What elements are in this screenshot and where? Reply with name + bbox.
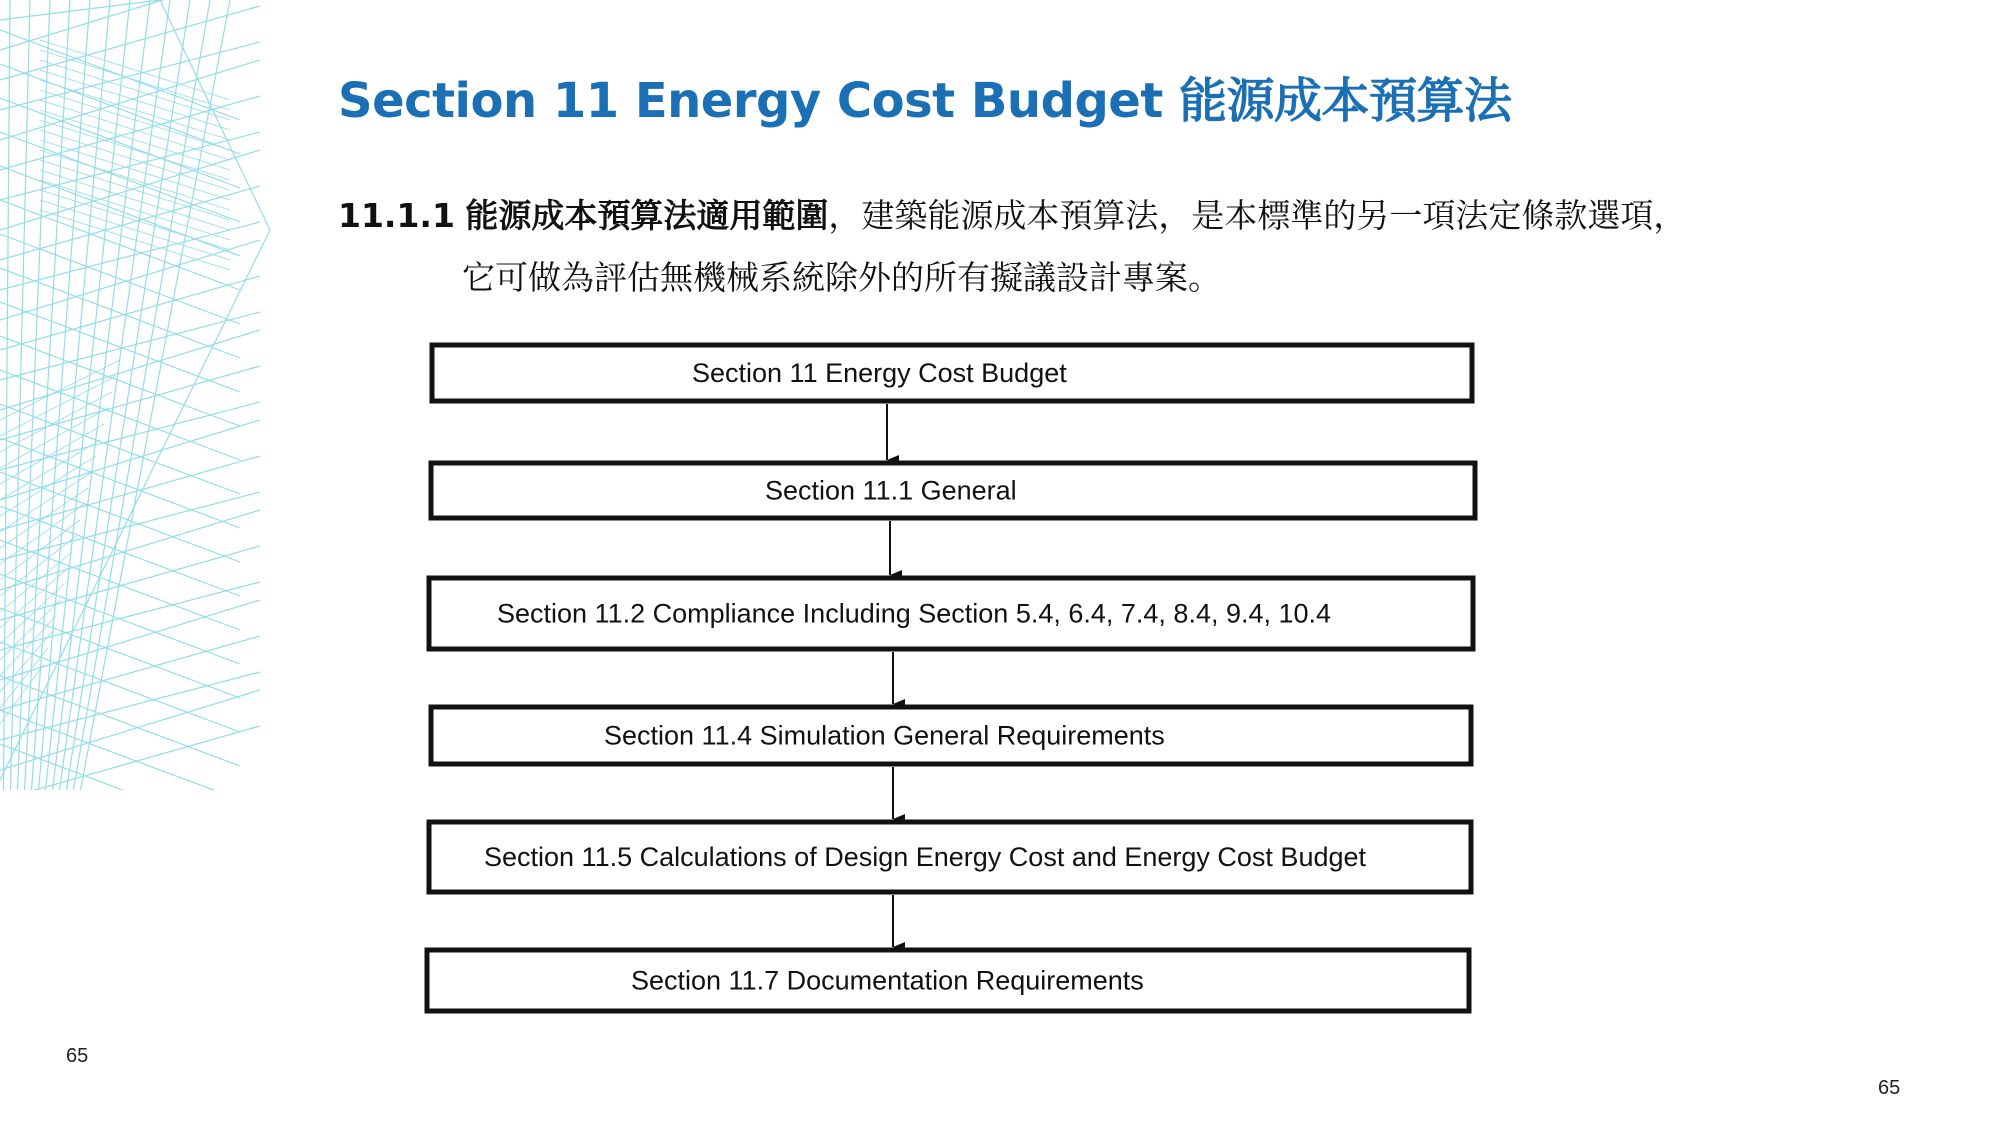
page-number-left: 65 [66, 1045, 89, 1067]
flow-step-1 [432, 345, 1472, 401]
flow-step-label: Section 11.1 General [765, 475, 1017, 506]
flow-step-4 [431, 707, 1471, 764]
flow-step-label: Section 11 Energy Cost Budget [692, 358, 1067, 388]
flow-step-label: Section 11.4 Simulation General Requirements [604, 720, 1165, 751]
flow-step-6 [427, 950, 1469, 1011]
page-title: Section 11 Energy Cost Budget 能源成本預算法 [338, 73, 1512, 129]
flow-step-3 [429, 578, 1473, 649]
page-number-right: 65 [1878, 1077, 1901, 1099]
clause-term: 能源成本預算法適用範圍 [465, 196, 829, 235]
flow-step-2 [431, 463, 1475, 518]
clause-number: 11.1.1 [338, 196, 455, 235]
flow-step-label: Section 11.7 Documentation Requirements [631, 965, 1144, 996]
flow-step-label: Section 11.2 Compliance Including Section 5.4, 6.4, 7.4, 8.4, 9.4, 10.4 [497, 598, 1332, 629]
clause-text-line2: 它可做為評估無機械系統除外的所有擬議設計專案。 [462, 258, 1221, 297]
flow-step-5 [429, 822, 1471, 892]
clause-text-line1: ，建築能源成本預算法，是本標準的另一項法定條款選項， [828, 196, 1687, 235]
flow-step-label: Section 11.5 Calculations of Design Energy Cost and Energy Cost Budget [484, 842, 1367, 872]
